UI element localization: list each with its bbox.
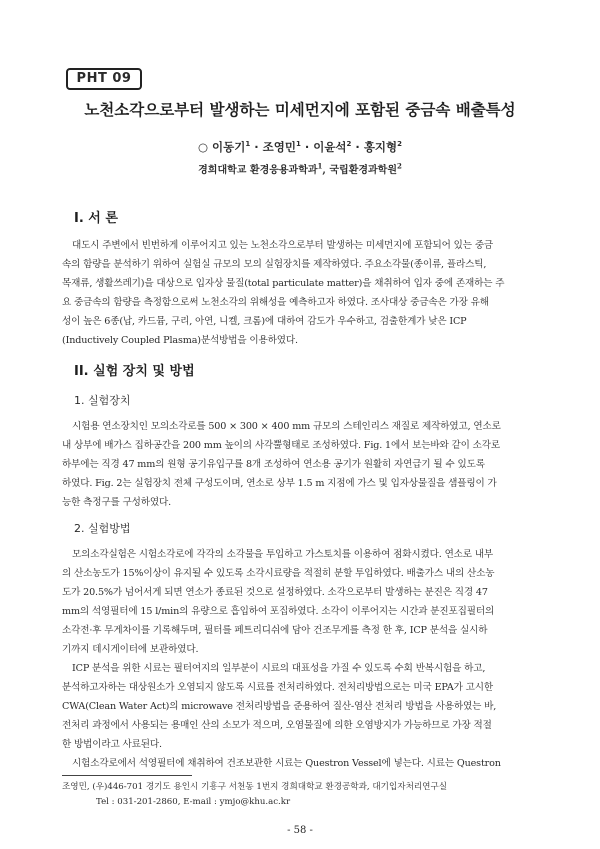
pretreatment-paragraph [62,659,540,754]
author-affil-mark: 2 [346,140,352,149]
author-name: 이동기 [212,140,246,154]
author-affil-mark: 1 [245,140,251,149]
author-list: ○ 이동기$^1$ · 조영민$^1$ · 이윤석$^2$ · 홍지형$^2$ [197,140,403,154]
footnote-contact: 조영민, (우)446-701 경기도 용인시 기흥구 서천동 1번지 경희대학교 환경공학과, 대기입자처리연구실 [62,782,448,792]
text-line: 분석하고자하는 대상원소가 오염되지 않도록 시료를 전처리하였다. 전처리방법으로는 미국 EPA가 고시한 [62,682,493,693]
author-affil-mark: 2 [397,140,403,149]
text-line: mm의 석영필터에 15 l/min의 유량으로 흡입하여 포집하였다. 소각이 이루어지는 시간과 분진포집필터의 [62,606,495,617]
session-code-badge: PHT 09 [66,68,142,90]
author-name: 조영민 [262,140,296,154]
text-line: 도가 20.5%가 넘어서게 되면 연소가 종료된 것으로 설정하였다. 소각으로부터 발생하는 분진은 직경 47 [62,587,488,598]
footnote-divider [62,775,192,776]
affiliation-2: 국립환경과학원 [329,165,397,176]
text-line: 대도시 주변에서 빈번하게 이루어지고 있는 노천소각으로부터 발생하는 미세먼지에 포함되어 있는 중금 [72,240,494,251]
text-line: 모의소각실험은 시험소각로에 각각의 소각물을 투입하고 가스토치를 이용하여 점화시켰다. 연소로 내부 [72,549,494,560]
author-name: 이윤석 [313,140,347,154]
text-line: 목재류, 생활쓰레기)을 대상으로 입자상 물질(total particulate matter)을 채취하여 입자 중에 존재하는 주 [62,278,505,289]
intro-heading: I. 서 론 [74,211,118,226]
text-line: 시험소각로에서 석영필터에 채취하여 건조보관한 시료는 Questron Vessel에 넣는다. 시료는 Questron [72,758,501,769]
text-line: 기까지 데시게이터에 보관하였다. [62,644,199,655]
text-line: 소각전·후 무게차이를 기록해두며, 필터를 페트리디쉬에 담아 건조무게를 측정 한 후, ICP 분석을 실시하 [62,625,488,636]
author-name: 홍지형 [363,140,398,154]
affiliation-line: 경희대학교 환경응용과학과$^1$, 국립환경과학원$^2$ [198,161,402,176]
text-line: 하부에는 직경 47 mm의 원형 공기유입구를 8개 조성하여 연소용 공기가 원활히 자연급기 될 수 있도록 [62,459,485,470]
text-line: ICP 분석을 위한 시료는 필터여지의 일부분이 시료의 대표성을 가질 수 있도록 수회 반복시험을 하고, [72,663,486,674]
text-line: CWA(Clean Water Act)의 microwave 전처리방법을 준용하여 질산-염산 전처리 방법을 사용하였는 바, [62,701,497,712]
text-line: 한 방법이라고 사료된다. [62,739,162,750]
method-paragraph [62,545,540,659]
text-line: 속의 함량을 분석하기 위하여 실험실 규모의 모의 실험장치를 제작하였다. 주요소각물(종이류, 플라스틱, [62,259,487,270]
text-line: 하였다. Fig. 2는 실험장치 전체 구성도이며, 연소로 상부 1.5 m 지점에 가스 및 입자상물질을 샘플링이 가 [62,478,497,489]
text-line: 요 중금속의 함량을 측정함으로써 노천소각의 위해성을 예측하고자 하였다. 조사대상 중금속은 가장 유해 [62,297,489,308]
methods-heading: II. 실험 장치 및 방법 [74,364,195,379]
text-line: 성이 높은 6종(납, 카드뮴, 구리, 아연, 니켈, 크롬)에 대하여 감도가 우수하고, 검출한계가 낮은 ICP [62,316,467,327]
page-number: - 58 - [287,825,313,836]
author-affil-mark: 1 [295,140,301,149]
presenter-mark: ○ [197,140,209,154]
paper-title: 노천소각으로부터 발생하는 미세먼지에 포함된 중금속 배출특성 [84,101,516,119]
text-line: (Inductively Coupled Plasma)분석방법을 이용하였다. [62,335,298,346]
text-line: 내 상부에 배가스 집하공간을 200 mm 높이의 사각뿔형태로 조성하였다. Fig. 1에서 보는바와 같이 소각로 [62,440,500,451]
sample-paragraph [62,754,540,773]
text-line: 시험용 연소장치인 모의소각로를 500 × 300 × 400 mm 규모의 스테인리스 재질로 제작하였고, 연소로 [72,421,501,432]
subsection-method-heading: 2. 실험방법 [74,522,131,535]
text-line: 능한 측정구를 구성하였다. [62,497,171,508]
text-line: 의 산소농도가 15%이상이 유지될 수 있도록 소각시료량을 적절히 분할 투입하였다. 배출가스 내의 산소농 [62,568,495,579]
text-line: 전처리 과정에서 사용되는 용매인 산의 소모가 적으며, 오염물질에 의한 오염방지가 가능하므로 가장 적절 [62,720,492,731]
subsection-apparatus-heading: 1. 실험장치 [74,394,131,407]
apparatus-paragraph [62,417,540,512]
footnote-tel-email: Tel : 031-201-2860, E-mail : ymjo@khu.ac.kr [96,797,291,807]
affiliation-1: 경희대학교 환경응용과학과 [198,165,318,176]
intro-paragraph [62,236,540,350]
